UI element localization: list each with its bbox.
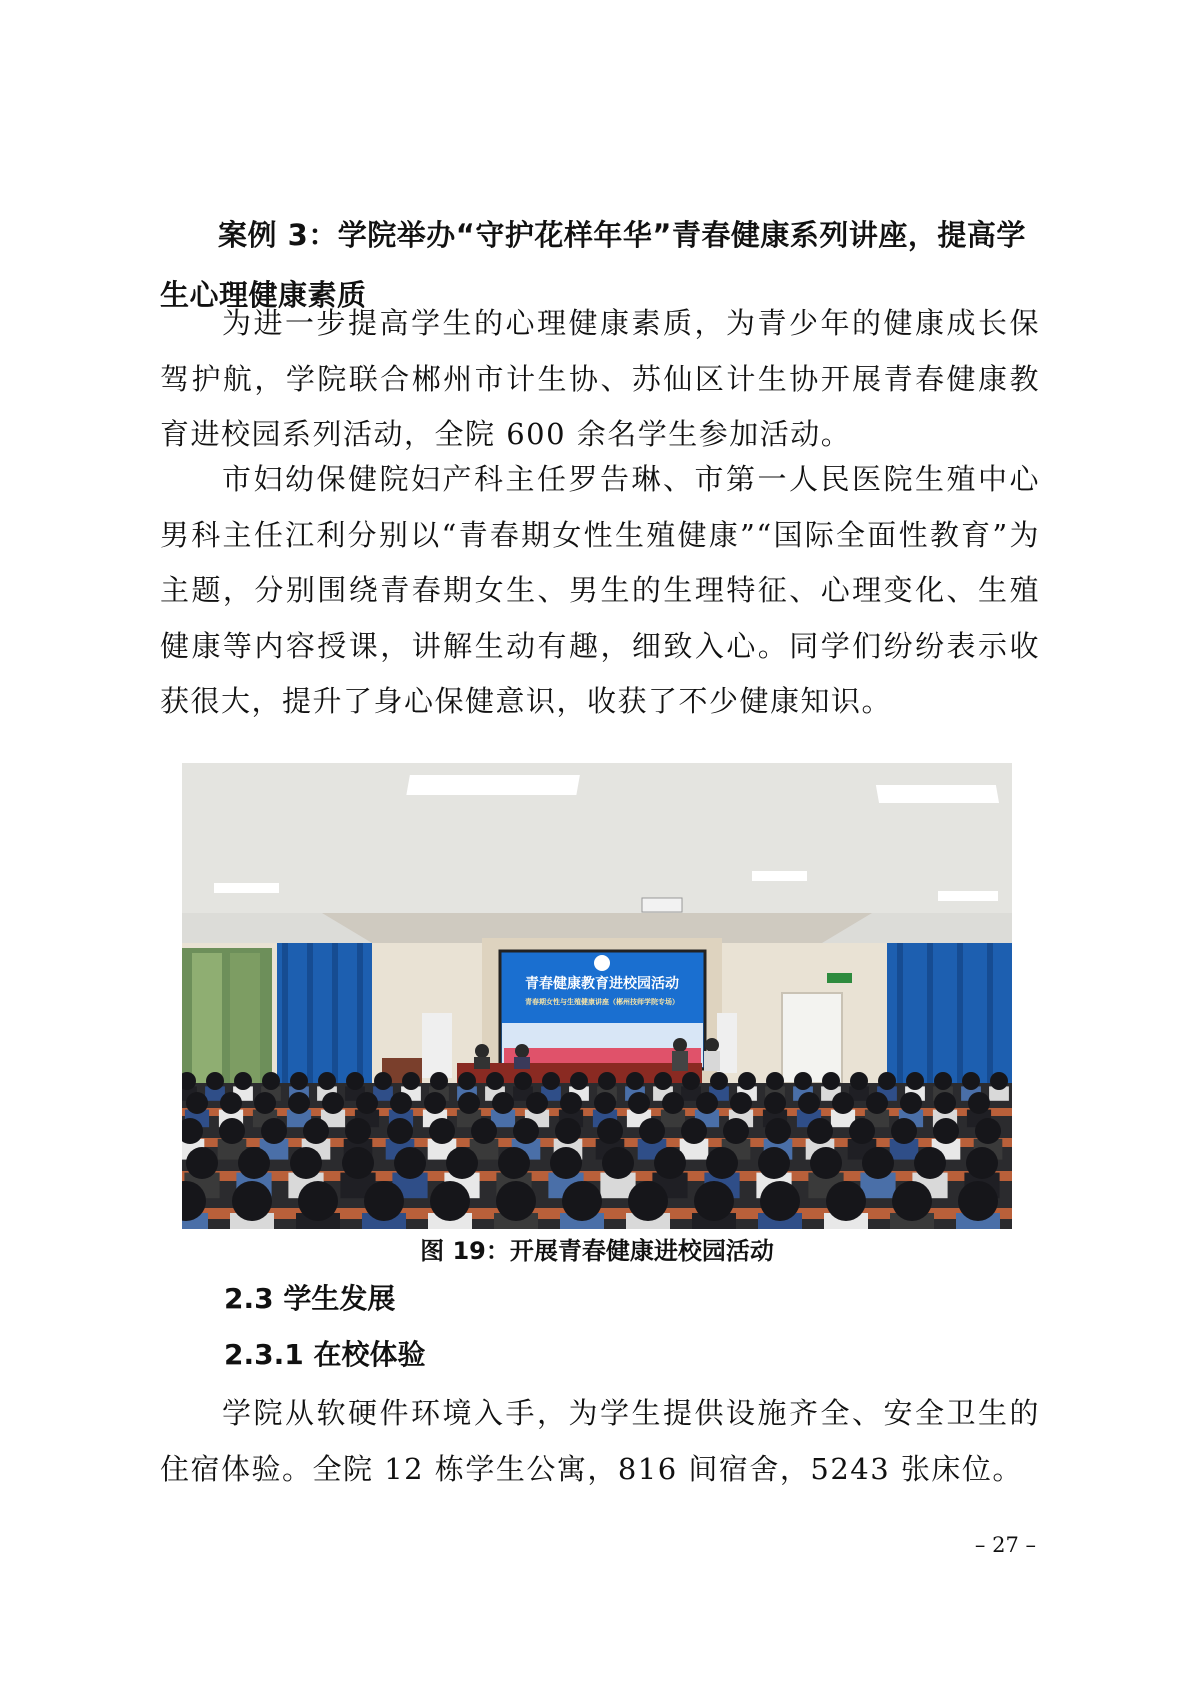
audience-member-head <box>232 1181 272 1221</box>
audience-member-head <box>290 1072 308 1090</box>
section-paragraph: 学院从软硬件环境入手，为学生提供设施齐全、安全卫生的住宿体验。全院 12 栋学生公寓，816 间宿舍，5243 张床位。 <box>160 1396 1040 1486</box>
subsection-title: 2.3.1 在校体验 <box>224 1338 426 1371</box>
audience-member-head <box>900 1092 922 1114</box>
audience-member-head <box>694 1181 734 1221</box>
audience-member-head <box>262 1072 280 1090</box>
audience-member-head <box>892 1181 932 1221</box>
audience-member-head <box>318 1072 336 1090</box>
audience-member-head <box>654 1072 672 1090</box>
audience-member-head <box>594 1092 616 1114</box>
audience-member-head <box>322 1092 344 1114</box>
audience-member-head <box>706 1147 738 1179</box>
audience-member-head <box>598 1072 616 1090</box>
audience-member-head <box>570 1072 588 1090</box>
audience-member-head <box>597 1118 623 1144</box>
audience-member-head <box>682 1072 700 1090</box>
audience-member-head <box>186 1092 208 1114</box>
audience-member-head <box>346 1072 364 1090</box>
audience-member-head <box>238 1147 270 1179</box>
audience-member-head <box>288 1092 310 1114</box>
audience-member-head <box>662 1092 684 1114</box>
audience-member-head <box>430 1181 470 1221</box>
screen-subtitle: 青春期女性与生殖健康讲座（郴州技师学院专场） <box>525 998 679 1006</box>
audience-member-head <box>555 1118 581 1144</box>
audience-member-head <box>764 1092 786 1114</box>
audience-member-head <box>878 1072 896 1090</box>
audience-member-head <box>807 1118 833 1144</box>
audience-member-head <box>526 1092 548 1114</box>
screen-title: 青春健康教育进校园活动 <box>525 976 679 992</box>
audience-member-head <box>958 1181 998 1221</box>
audience-member-head <box>261 1118 287 1144</box>
audience-member-head <box>542 1072 560 1090</box>
audience-member-head <box>738 1072 756 1090</box>
audience-member-head <box>723 1118 749 1144</box>
lecture-photo <box>182 763 1012 1229</box>
audience-member-head <box>934 1072 952 1090</box>
audience-member-head <box>906 1072 924 1090</box>
audience-member-head <box>356 1092 378 1114</box>
audience-member-head <box>832 1092 854 1114</box>
audience-member-head <box>968 1092 990 1114</box>
audience-member-head <box>429 1118 455 1144</box>
case-heading: 案例 3：学院举办“守护花样年华”青春健康系列讲座，提高学生心理健康素质 <box>160 218 1026 312</box>
audience-member-head <box>206 1072 224 1090</box>
audience-member-head <box>934 1092 956 1114</box>
audience-member-head <box>628 1181 668 1221</box>
audience-member-head <box>990 1072 1008 1090</box>
audience-member-head <box>186 1147 218 1179</box>
audience-member-head <box>219 1118 245 1144</box>
audience-member-head <box>486 1072 504 1090</box>
audience-member-head <box>492 1092 514 1114</box>
audience-member-head <box>681 1118 707 1144</box>
audience-member-head <box>345 1118 371 1144</box>
audience-member-head <box>962 1072 980 1090</box>
audience-member-head <box>933 1118 959 1144</box>
audience-member-head <box>303 1118 329 1144</box>
audience-member-head <box>710 1072 728 1090</box>
body-paragraph: 为进一步提高学生的心理健康素质，为青少年的健康成长保驾护航，学院联合郴州市计生协、苏仙区计生协开展青春健康教育进校园系列活动，全院 600 余名学生参加活动。 <box>160 306 1040 451</box>
figure-caption: 图 19：开展青春健康进校园活动 <box>420 1237 774 1265</box>
audience-member-head <box>364 1181 404 1221</box>
audience-member-head <box>562 1181 602 1221</box>
audience-member-head <box>394 1147 426 1179</box>
audience-member-head <box>602 1147 634 1179</box>
audience-member-head <box>513 1118 539 1144</box>
audience-member-head <box>866 1092 888 1114</box>
audience-member-head <box>496 1181 536 1221</box>
audience-member-head <box>220 1092 242 1114</box>
section-title: 2.3 学生发展 <box>224 1282 396 1315</box>
audience-member-head <box>374 1072 392 1090</box>
audience-member-head <box>794 1072 812 1090</box>
audience-member-head <box>628 1092 650 1114</box>
audience-member-head <box>254 1092 276 1114</box>
lecture-hall-image <box>182 763 1012 1229</box>
audience-member-head <box>696 1092 718 1114</box>
audience-member-head <box>514 1072 532 1090</box>
audience-member-head <box>730 1092 752 1114</box>
audience-member-head <box>390 1092 412 1114</box>
audience-member-head <box>424 1092 446 1114</box>
audience-member-head <box>862 1147 894 1179</box>
audience-member-head <box>975 1118 1001 1144</box>
audience-member-head <box>458 1072 476 1090</box>
audience-member-head <box>498 1147 530 1179</box>
audience-member-head <box>760 1181 800 1221</box>
audience-member-head <box>387 1118 413 1144</box>
audience-member-head <box>471 1118 497 1144</box>
audience-member-head <box>234 1072 252 1090</box>
audience-member-head <box>914 1147 946 1179</box>
audience-member-head <box>654 1147 686 1179</box>
audience-member-head <box>966 1147 998 1179</box>
audience-member-head <box>290 1147 322 1179</box>
audience-member-head <box>891 1118 917 1144</box>
audience-member-head <box>402 1072 420 1090</box>
audience-member-head <box>810 1147 842 1179</box>
audience-member-head <box>430 1072 448 1090</box>
body-paragraph: 市妇幼保健院妇产科主任罗告琳、市第一人民医院生殖中心男科主任江利分别以“青春期女性生殖健康”“国际全面性教育”为主题，分别围绕青春期女生、男生的生理特征、心理变化、生殖健康等内容授课，讲解生动有趣，细致入心。同学们纷纷表示收获很大，提升了身心保健意识，收获了不少健康知识。 <box>160 462 1040 718</box>
audience-member-head <box>826 1181 866 1221</box>
audience-member-head <box>446 1147 478 1179</box>
audience-member-head <box>639 1118 665 1144</box>
audience-member-head <box>849 1118 875 1144</box>
page-number: – 27 – <box>974 1533 1036 1557</box>
audience-member-head <box>342 1147 374 1179</box>
audience-member-head <box>822 1072 840 1090</box>
audience-member-head <box>626 1072 644 1090</box>
audience-member-head <box>798 1092 820 1114</box>
audience-member-head <box>766 1072 784 1090</box>
audience-member-head <box>298 1181 338 1221</box>
audience-member-head <box>550 1147 582 1179</box>
audience-member-head <box>765 1118 791 1144</box>
audience-member-head <box>850 1072 868 1090</box>
audience-member-head <box>560 1092 582 1114</box>
audience-member-head <box>758 1147 790 1179</box>
audience-member-head <box>458 1092 480 1114</box>
